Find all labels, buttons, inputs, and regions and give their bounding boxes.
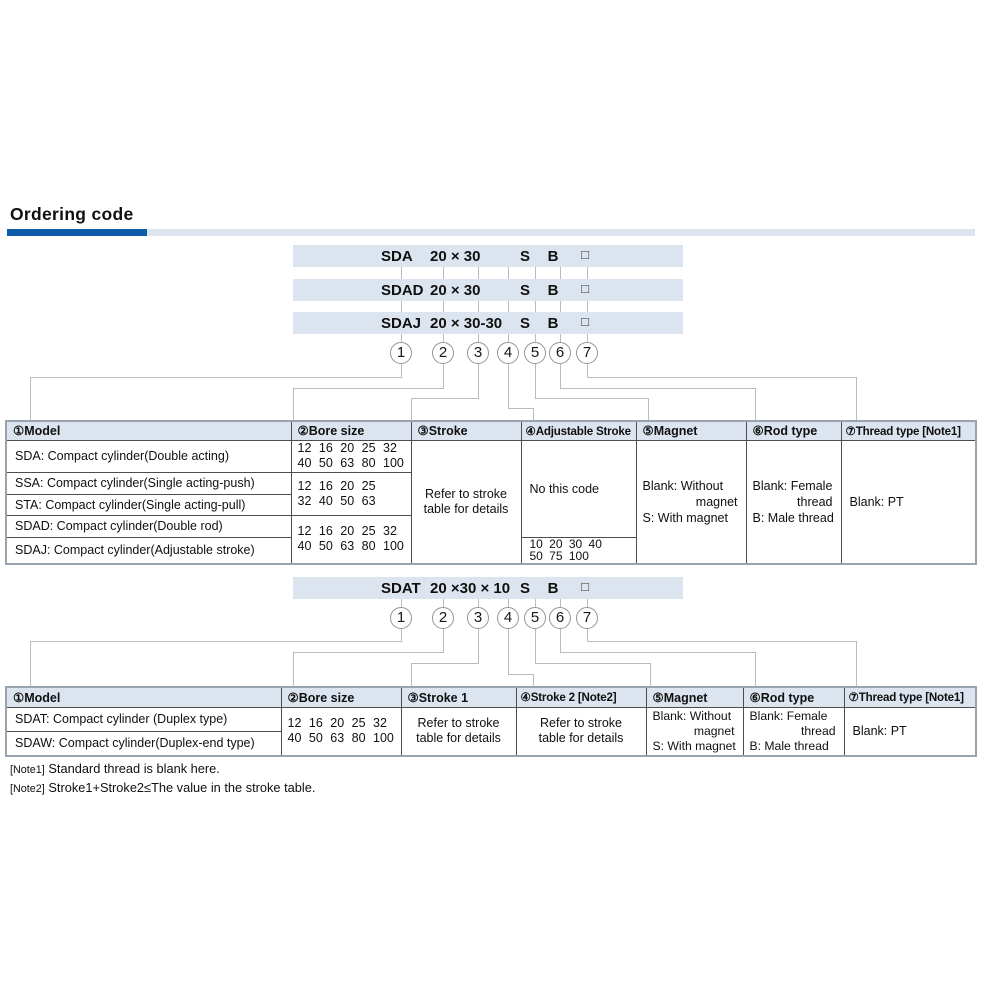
code-bore-stroke: 20 × 30 [430,282,481,299]
tick-line [587,267,588,279]
t2-header-rod-type: ⑥Rod type [743,687,844,707]
tick-line [560,334,561,342]
connector-line [587,364,588,377]
connector-line [411,398,412,420]
position-circle-3: 3 [467,342,489,364]
code-rod: B [547,315,559,332]
tick-line [443,334,444,342]
connector-line [560,652,756,653]
connector-line [30,641,31,686]
tick-line [508,301,509,312]
note-1-text: Standard thread is blank here. [48,761,220,776]
t1-bore-sda: 12 16 20 25 32 40 50 63 80 100 [291,440,411,472]
connector-line [755,388,756,420]
code-bar-sdad [293,279,683,301]
t1-bore-sdad-sdaj: 12 16 20 25 32 40 50 63 80 100 [291,515,411,564]
connector-line [443,364,444,388]
tick-line [401,334,402,342]
connector-line [30,377,402,378]
connector-line [293,388,294,420]
note-2 [10,780,315,795]
tick-line [560,599,561,607]
position-circle-4: 4 [497,607,519,629]
position-circle-6: 6 [549,342,571,364]
tick-line [587,334,588,342]
t1-magnet-cell: Blank: Without magnet S: With magnet [636,440,746,564]
t2-stroke1-cell: Refer to stroke table for details [401,707,516,756]
t2-rod-type-cell: Blank: Female thread B: Male thread [743,707,844,756]
ordering-table-2 [5,686,977,757]
t1-adjustable-none-cell: No this code [521,440,636,537]
ordering-table-1 [5,420,977,565]
connector-line [535,663,651,664]
tick-line [443,267,444,279]
connector-line [587,641,857,642]
code-bar-sda [293,245,683,267]
position-circle-1: 1 [390,607,412,629]
tick-line [478,334,479,342]
title-underline-light [147,229,975,236]
code-rod: B [547,580,559,597]
tick-line [401,301,402,312]
connector-line [411,398,479,399]
connector-line [411,663,412,686]
code-magnet: S [519,580,530,597]
position-circle-5: 5 [524,342,546,364]
position-circle-7: 7 [576,342,598,364]
connector-line [478,629,479,663]
t1-header-bore: ②Bore size [291,421,411,440]
t2-header-stroke2: ④Stroke 2 [Note2] [516,687,646,707]
tick-line [443,599,444,607]
connector-line [508,674,534,675]
position-circle-2: 2 [432,607,454,629]
t2-magnet-cell: Blank: Without magnet S: With magnet [646,707,743,756]
t2-header-model: ①Model [6,687,281,707]
t1-model-sdaj: SDAJ: Compact cylinder(Adjustable stroke) [6,537,291,564]
tick-line [401,267,402,279]
t2-model-sdat: SDAT: Compact cylinder (Duplex type) [6,707,281,731]
t1-stroke-cell: Refer to stroke table for details [411,440,521,564]
connector-line [533,674,534,686]
code-rod: B [547,248,559,265]
t2-header-magnet: ⑤Magnet [646,687,743,707]
code-magnet: S [519,315,530,332]
connector-line [293,652,294,686]
t1-thread-type-cell: Blank: PT [841,440,976,564]
connector-line [508,408,534,409]
tick-line [587,301,588,312]
code-bore-stroke: 20 × 30 [430,248,481,265]
note-1 [10,761,220,776]
connector-line [293,388,444,389]
tick-line [535,334,536,342]
connector-line [560,364,561,388]
connector-line [533,408,534,420]
t2-header-bore: ②Bore size [281,687,401,707]
position-circle-4: 4 [497,342,519,364]
connector-line [650,663,651,686]
code-magnet: S [519,248,530,265]
code-bar-sdat [293,577,683,599]
connector-line [401,364,402,377]
t2-thread-type-cell: Blank: PT [844,707,976,756]
code-bore-stroke: 20 ×30 × 10 [430,580,511,597]
position-circle-2: 2 [432,342,454,364]
thread-placeholder-box: □ [581,314,589,329]
t2-header-stroke1: ③Stroke 1 [401,687,516,707]
connector-line [508,364,509,408]
connector-line [401,629,402,641]
tick-line [560,301,561,312]
tick-line [535,267,536,279]
t1-header-magnet: ⑤Magnet [636,421,746,440]
note-2-tag: [Note2] [10,783,45,795]
tick-line [443,301,444,312]
t1-model-sda: SDA: Compact cylinder(Double acting) [6,440,291,472]
connector-line [587,629,588,641]
position-circle-7: 7 [576,607,598,629]
connector-line [293,652,444,653]
t1-model-sta: STA: Compact cylinder(Single acting-pull) [6,494,291,515]
connector-line [535,629,536,663]
code-rod: B [547,282,559,299]
tick-line [535,599,536,607]
t1-adjustable-values-cell: 10 20 30 40 50 75 100 [521,537,636,564]
t1-header-rod-type: ⑥Rod type [746,421,841,440]
t1-header-stroke: ③Stroke [411,421,521,440]
connector-line [856,641,857,686]
code-model: SDAT [381,580,421,597]
thread-placeholder-box: □ [581,247,589,262]
page-title: Ordering code [10,204,134,224]
connector-line [535,364,536,398]
code-magnet: S [519,282,530,299]
tick-line [587,599,588,607]
position-circle-6: 6 [549,607,571,629]
t2-stroke2-cell: Refer to stroke table for details [516,707,646,756]
code-bore-stroke: 20 × 30-30 [430,315,503,332]
tick-line [478,301,479,312]
tick-line [560,267,561,279]
connector-line [648,398,649,420]
code-model: SDA [381,248,413,265]
t1-rod-type-cell: Blank: Female thread B: Male thread [746,440,841,564]
note-1-tag: [Note1] [10,764,45,776]
position-circle-5: 5 [524,607,546,629]
t1-header-thread-type: ⑦Thread type [Note1] [841,421,976,440]
connector-line [535,398,649,399]
connector-line [587,377,857,378]
connector-line [856,377,857,420]
code-model: SDAD [381,282,424,299]
thread-placeholder-box: □ [581,579,589,594]
t1-model-sdad: SDAD: Compact cylinder(Double rod) [6,515,291,537]
connector-line [508,629,509,674]
tick-line [401,599,402,607]
t1-header-adjustable-stroke: ④Adjustable Stroke [521,421,636,440]
thread-placeholder-box: □ [581,281,589,296]
connector-line [560,629,561,652]
t1-bore-ssa-sta: 12 16 20 25 32 40 50 63 [291,472,411,515]
connector-line [30,641,402,642]
note-2-text: Stroke1+Stroke2≤The value in the stroke table. [48,780,316,795]
position-circle-1: 1 [390,342,412,364]
code-model: SDAJ [381,315,422,332]
t1-model-ssa: SSA: Compact cylinder(Single acting-push) [6,472,291,494]
title-underline-dark [7,229,147,236]
tick-line [508,267,509,279]
t2-bore-cell: 12 16 20 25 32 40 50 63 80 100 [281,707,401,756]
tick-line [508,599,509,607]
t2-model-sdaw: SDAW: Compact cylinder(Duplex-end type) [6,731,281,756]
position-circle-3: 3 [467,607,489,629]
connector-line [755,652,756,686]
tick-line [478,267,479,279]
tick-line [535,301,536,312]
connector-line [30,377,31,420]
tick-line [478,599,479,607]
code-bar-sdaj [293,312,683,334]
t1-header-model: ①Model [6,421,291,440]
connector-line [411,663,479,664]
connector-line [443,629,444,652]
connector-line [478,364,479,398]
connector-line [560,388,756,389]
tick-line [508,334,509,342]
t2-header-thread-type: ⑦Thread type [Note1] [844,687,976,707]
